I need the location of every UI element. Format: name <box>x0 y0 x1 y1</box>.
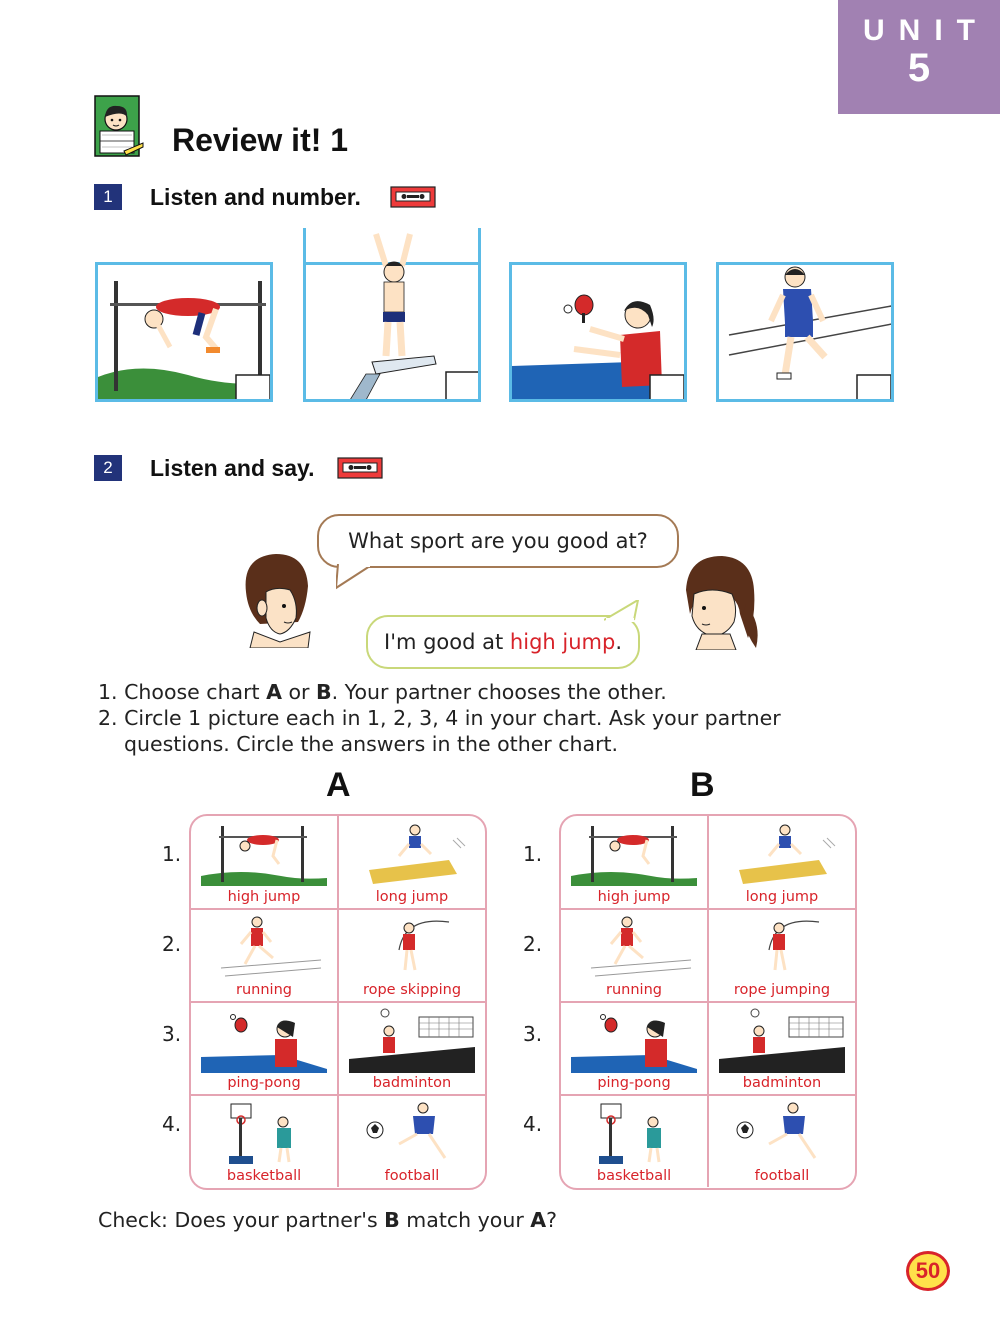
chart-caption: football <box>384 1168 440 1184</box>
chart-b-row-number: 3. <box>523 1022 543 1046</box>
chart-caption: basketball <box>596 1168 672 1184</box>
chart-cell-badminton[interactable] <box>339 1003 485 1096</box>
cassette-tape-icon[interactable] <box>337 457 383 479</box>
chart-cell-running[interactable] <box>191 910 339 1003</box>
answer-highlight: high jump <box>509 630 616 654</box>
instruction-2: 2. Circle 1 picture each in 1, 2, 3, 4 in your chart. Ask your partner questions. Circle the answers in the other chart. <box>98 706 781 756</box>
ping-pong-icon <box>201 1007 327 1073</box>
chart-b-row-number: 1. <box>523 842 543 866</box>
chart-a <box>189 814 487 1190</box>
badminton-icon <box>719 1007 845 1073</box>
answer-prefix: I'm good at <box>384 630 510 654</box>
badminton-icon <box>349 1007 475 1073</box>
football-icon <box>349 1100 475 1166</box>
page-title: Review it! 1 <box>172 122 349 158</box>
boy-face-icon <box>240 552 312 648</box>
chart-cell-rope-jumping[interactable] <box>709 910 855 1003</box>
chart-caption: ping-pong <box>227 1075 301 1091</box>
section-number-2: 2 <box>94 455 122 481</box>
running-icon <box>201 914 327 980</box>
chart-a-row-number: 1. <box>162 842 182 866</box>
chart-caption: ping-pong <box>597 1075 671 1091</box>
chart-caption: rope jumping <box>733 982 831 998</box>
high-jump-icon <box>201 820 327 886</box>
chart-cell-rope-skipping[interactable] <box>339 910 485 1003</box>
chart-a-row-number: 3. <box>162 1022 182 1046</box>
chart-caption: badminton <box>372 1075 452 1091</box>
chart-caption: long jump <box>745 889 819 905</box>
unit-label: UNIT <box>863 14 989 47</box>
unit-number: 5 <box>907 46 931 90</box>
football-icon <box>719 1100 845 1166</box>
cassette-tape-icon[interactable] <box>390 186 436 208</box>
chart-a-row-number: 4. <box>162 1112 182 1136</box>
chart-caption: basketball <box>226 1168 302 1184</box>
girl-face-icon <box>676 554 762 650</box>
instructions <box>98 679 878 757</box>
long-jump-icon <box>719 820 845 886</box>
chart-caption: long jump <box>375 889 449 905</box>
chart-cell-long-jump[interactable] <box>709 816 855 910</box>
chart-cell-basketball[interactable] <box>561 1096 709 1187</box>
chart-caption: high jump <box>227 889 301 905</box>
answer-suffix: . <box>615 630 622 654</box>
picture-running[interactable] <box>716 262 894 402</box>
chart-b-row-number: 2. <box>523 932 543 956</box>
check-line: Check: Does your partner's B match your A? <box>98 1208 558 1232</box>
section-title-2: Listen and say. <box>150 455 315 481</box>
section-title-1: Listen and number. <box>150 184 361 210</box>
chart-caption: running <box>236 982 292 998</box>
unit-tab <box>838 0 1000 114</box>
chart-caption: running <box>606 982 662 998</box>
question-bubble <box>317 514 679 568</box>
instruction-1: 1. Choose chart A or B. Your partner chooses the other. <box>98 680 667 704</box>
chart-cell-long-jump[interactable] <box>339 816 485 910</box>
long-jump-icon <box>349 820 475 886</box>
boy-reading-icon <box>94 95 144 159</box>
chart-caption: football <box>754 1168 810 1184</box>
section-number-1: 1 <box>94 184 122 210</box>
running-icon <box>571 914 697 980</box>
ping-pong-icon <box>571 1007 697 1073</box>
chart-caption: rope skipping <box>362 982 462 998</box>
chart-cell-ping-pong[interactable] <box>561 1003 709 1096</box>
chart-caption: high jump <box>597 889 671 905</box>
chart-cell-high-jump[interactable] <box>561 816 709 910</box>
rope-jumping-icon <box>719 914 845 980</box>
high-jump-icon <box>571 820 697 886</box>
question-text: What sport are you good at? <box>348 529 648 553</box>
basketball-icon <box>201 1100 327 1166</box>
picture-diving[interactable] <box>303 228 481 402</box>
chart-b-label: B <box>690 766 715 804</box>
chart-cell-badminton[interactable] <box>709 1003 855 1096</box>
page-number: 50 <box>906 1251 950 1291</box>
chart-cell-high-jump[interactable] <box>191 816 339 910</box>
chart-a-row-number: 2. <box>162 932 182 956</box>
answer-bubble-tail <box>604 600 640 622</box>
answer-bubble <box>366 615 640 669</box>
basketball-icon <box>571 1100 697 1166</box>
chart-a-label: A <box>326 766 351 804</box>
picture-high-jump[interactable] <box>95 262 273 402</box>
chart-cell-ping-pong[interactable] <box>191 1003 339 1096</box>
chart-b <box>559 814 857 1190</box>
chart-b-row-number: 4. <box>523 1112 543 1136</box>
chart-cell-football[interactable] <box>709 1096 855 1187</box>
rope-skipping-icon <box>349 914 475 980</box>
picture-ping-pong[interactable] <box>509 262 687 402</box>
chart-caption: badminton <box>742 1075 822 1091</box>
chart-cell-running[interactable] <box>561 910 709 1003</box>
chart-cell-football[interactable] <box>339 1096 485 1187</box>
question-bubble-tail <box>336 564 376 590</box>
chart-cell-basketball[interactable] <box>191 1096 339 1187</box>
